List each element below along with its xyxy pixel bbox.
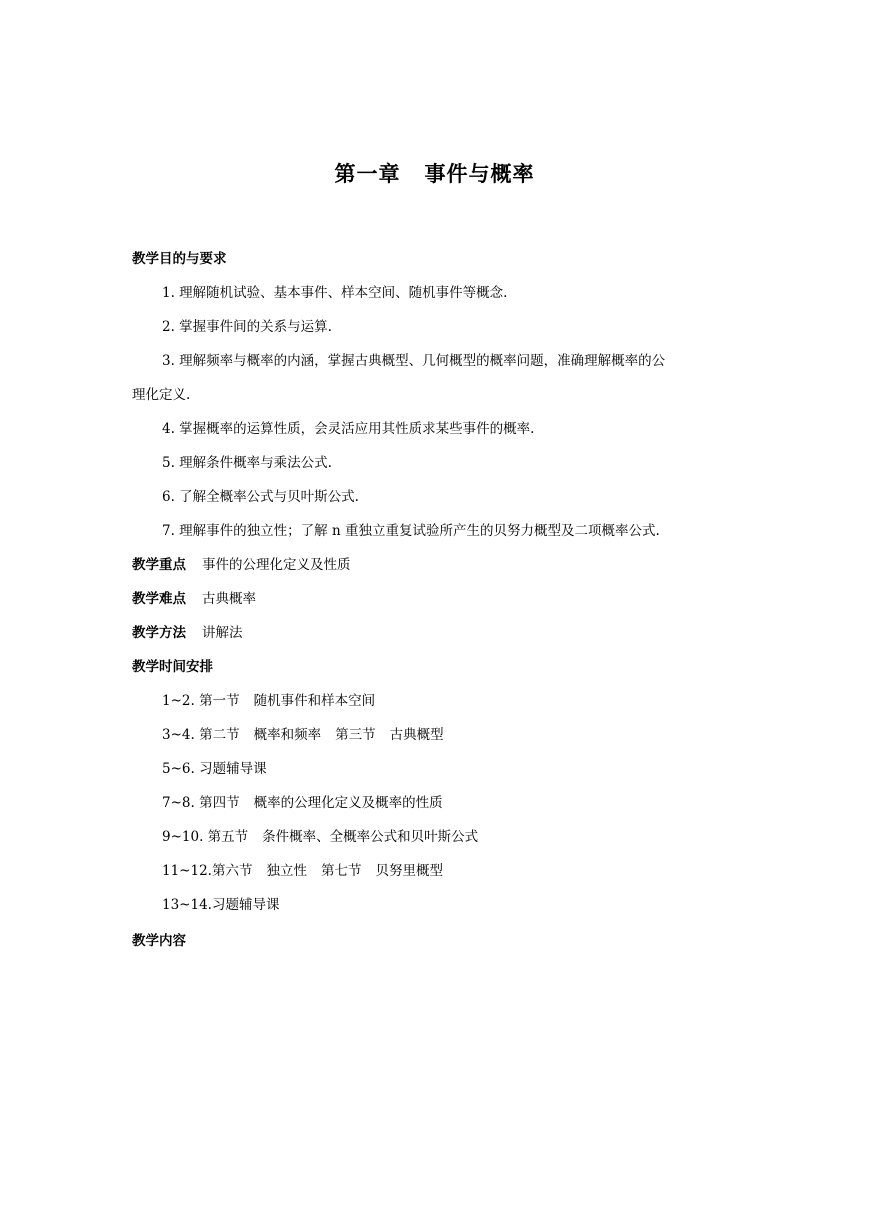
- schedule-hours: 9~10.: [162, 829, 204, 845]
- objective-item-1: 1. 理解随机试验、基本事件、样本空间、随机事件等概念.: [162, 285, 508, 301]
- difficulty-label: 教学难点: [132, 591, 186, 607]
- objective-item-3-cont: 理化定义.: [132, 387, 191, 403]
- objectives-heading: 教学目的与要求: [132, 251, 227, 267]
- schedule-section: 第五节: [207, 829, 249, 845]
- difficulty-value: 古典概率: [202, 591, 256, 607]
- schedule-hours: 3~4.: [162, 727, 195, 743]
- chapter-number: 第一章: [334, 161, 401, 186]
- schedule-item: [162, 794, 443, 812]
- schedule-item: [162, 896, 279, 914]
- schedule-topic: 独立性: [266, 863, 307, 879]
- schedule-hours: 1~2.: [162, 693, 195, 709]
- schedule-topic: 贝努里概型: [375, 863, 443, 879]
- content-heading: 教学内容: [132, 933, 186, 949]
- schedule-hours: 11~12.: [162, 863, 212, 879]
- chapter-name: 事件与概率: [424, 161, 535, 186]
- schedule-topic: 概率和频率: [253, 727, 322, 743]
- method-row: [132, 624, 243, 642]
- key-point-row: [132, 556, 351, 574]
- key-point-value: 事件的公理化定义及性质: [202, 557, 351, 573]
- method-label: 教学方法: [132, 625, 186, 641]
- schedule-heading: 教学时间安排: [132, 659, 213, 675]
- objective-item-5: 5. 理解条件概率与乘法公式.: [162, 455, 332, 471]
- schedule-hours: 5~6.: [162, 761, 195, 777]
- objective-item-7: 7. 理解事件的独立性；了解 n 重独立重复试验所产生的贝努力概型及二项概率公式.: [162, 523, 660, 539]
- schedule-item: [162, 828, 478, 846]
- objective-item-4: 4. 掌握概率的运算性质，会灵活应用其性质求某些事件的概率.: [162, 421, 535, 437]
- schedule-section: 第三节: [335, 727, 376, 743]
- schedule-topic: 习题辅导课: [211, 897, 280, 913]
- schedule-hours: 7~8.: [162, 795, 195, 811]
- schedule-topic: 概率的公理化定义及概率的性质: [253, 795, 443, 811]
- schedule-item: [162, 726, 444, 744]
- schedule-section: 第二节: [199, 727, 240, 743]
- method-value: 讲解法: [202, 625, 243, 641]
- schedule-section: 第四节: [199, 795, 240, 811]
- schedule-section: 第一节: [199, 693, 240, 709]
- schedule-hours: 13~14.: [162, 897, 212, 913]
- schedule-topic: 习题辅导课: [199, 761, 267, 777]
- schedule-section: 第七节: [320, 863, 362, 879]
- objective-item-6: 6. 了解全概率公式与贝叶斯公式.: [162, 489, 359, 505]
- schedule-item: [162, 760, 267, 778]
- schedule-topic: 古典概型: [389, 727, 444, 743]
- difficulty-row: [132, 590, 256, 608]
- key-point-label: 教学重点: [132, 557, 186, 573]
- schedule-item: [162, 692, 375, 710]
- schedule-topic: 随机事件和样本空间: [253, 693, 376, 709]
- schedule-section: 第六节: [211, 863, 253, 879]
- chapter-title: [0, 158, 869, 188]
- objective-item-2: 2. 掌握事件间的关系与运算.: [162, 319, 332, 335]
- schedule-topic: 条件概率、全概率公式和贝叶斯公式: [262, 829, 479, 845]
- objective-item-3: 3. 理解频率与概率的内涵，掌握古典概型、几何概型的概率问题，准确理解概率的公: [162, 353, 666, 369]
- schedule-item: [162, 862, 443, 880]
